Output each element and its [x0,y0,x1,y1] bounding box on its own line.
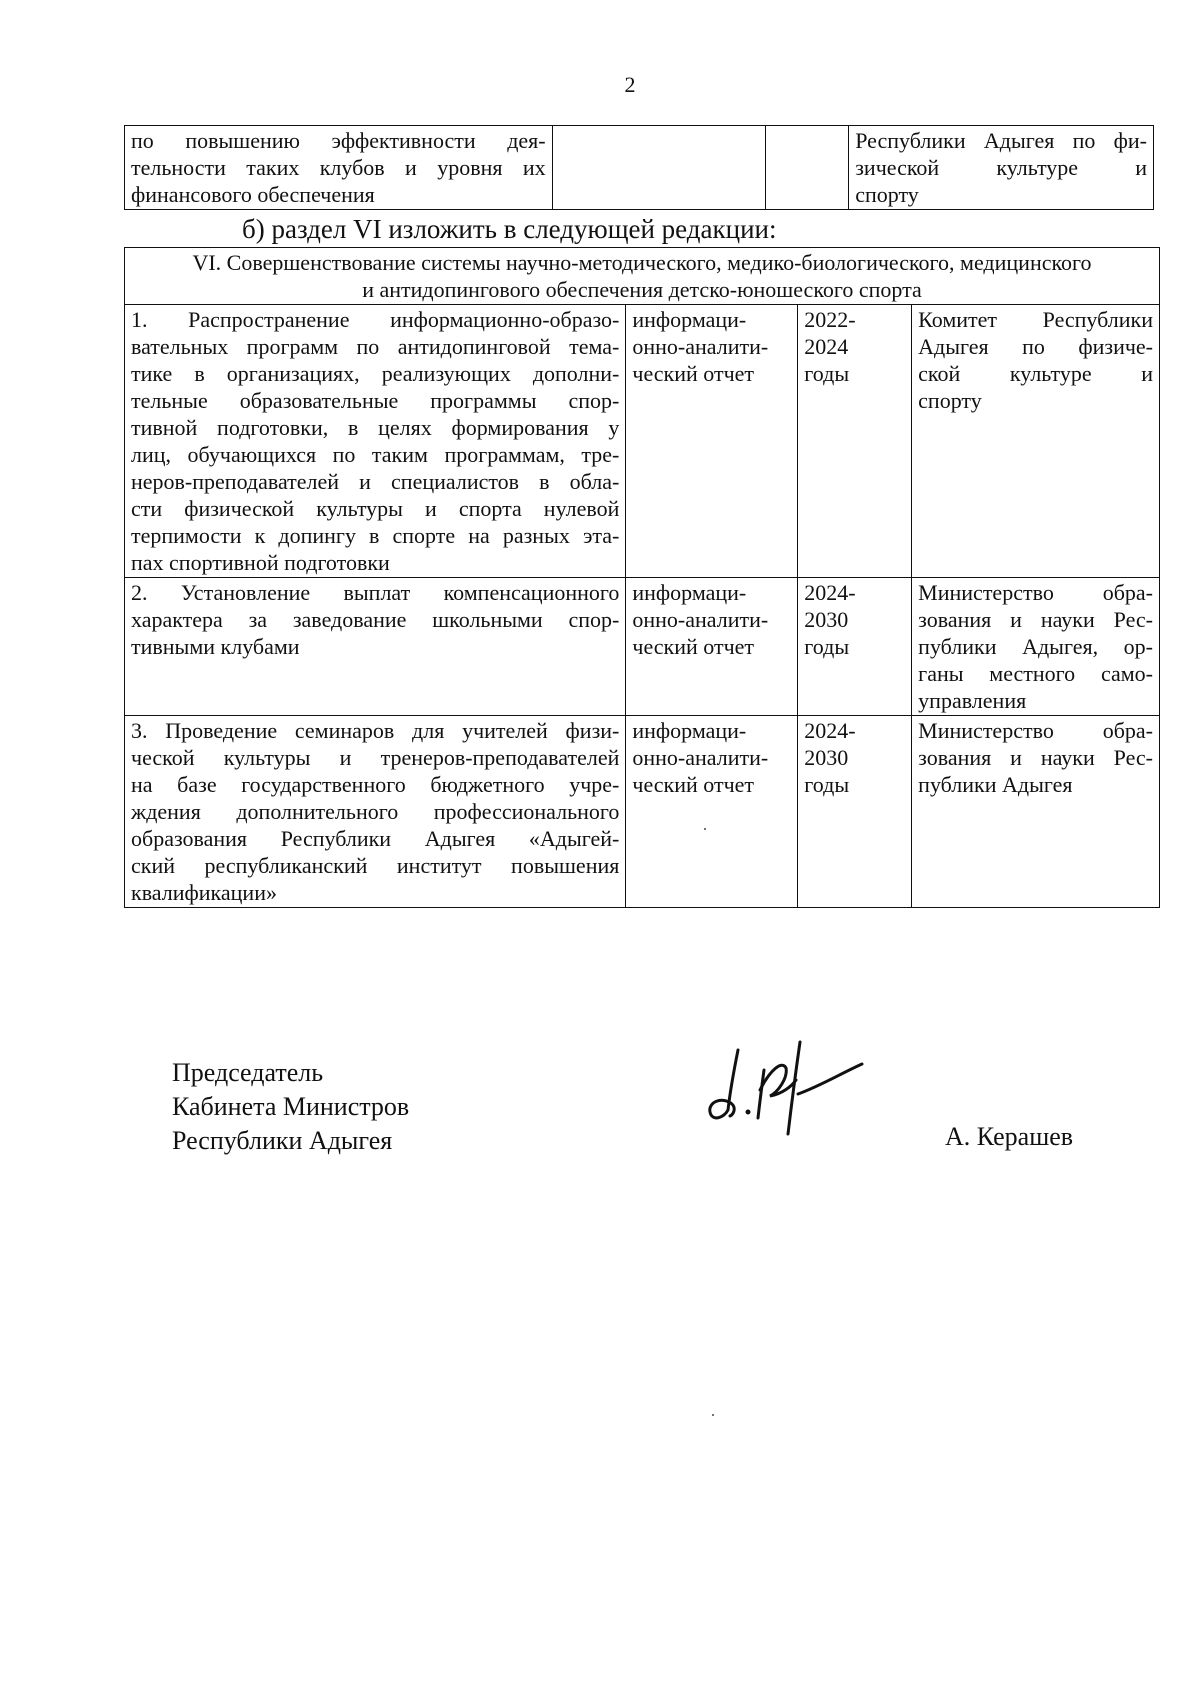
period-cell [798,578,912,716]
continued-table [124,125,1154,210]
text-line: публики Адыгея, ор- [918,634,1153,659]
executor-cell [912,716,1160,908]
text-line: Республики Адыгея по фи- [855,128,1147,153]
text-line: Министерство обра- [918,718,1153,743]
text-line: информаци- [632,718,747,743]
result-cell [626,578,798,716]
text-line: 3. Проведение семинаров для учителей физи- [131,718,620,743]
executor-cell [912,305,1160,578]
text-line: тивными клубами [131,634,300,659]
text-line: ческий отчет [632,634,755,659]
text-line: информаци- [632,307,747,332]
text-line: ской культуре и [918,361,1153,386]
measure-cell [125,126,553,210]
executor-cell [849,126,1154,210]
text-line: ческий отчет [632,772,755,797]
text-line: 2024 [804,334,849,359]
handwritten-signature [700,1030,880,1140]
text-line: онно-аналити- [632,607,769,632]
scan-speck [704,828,706,830]
text-line: лиц, обучающихся по таким программам, тре- [131,442,620,467]
text-line: онно-аналити- [632,745,769,770]
table-row [125,305,1160,578]
text-line: VI. Совершенствование системы научно-методического, медико-биологического, медицинского [192,250,1092,275]
text-line: тике в организациях, реализующих дополни- [131,361,620,386]
text-line: 2024- [804,580,856,605]
result-cell [626,716,798,908]
text-line: ский республиканский институт повышения [131,853,620,878]
period-cell [766,126,849,210]
text-line: Адыгея по физиче- [918,334,1153,359]
page-number: 2 [624,72,636,97]
text-line: годы [804,634,850,659]
text-line: годы [804,772,850,797]
text-line: характера за заведование школьными спор- [131,607,620,632]
table-row [125,126,1154,210]
text-line: по повышению эффективности дея- [131,128,546,153]
text-line: финансового обеспечения [131,182,375,207]
period-cell [798,305,912,578]
text-line: Республики Адыгея [172,1126,393,1155]
text-line: тельности таких клубов и уровня их [131,155,546,180]
result-cell [626,305,798,578]
text-line: спорту [918,388,982,413]
text-line: 2024- [804,718,856,743]
text-line: и антидопингового обеспечения детско-юношеского спорта [362,277,922,302]
text-line: неров-преподавателей и специалистов в обла- [131,469,620,494]
text-line: Министерство обра- [918,580,1153,605]
signatory-position [172,1056,409,1158]
text-line: ческой культуры и тренеров-преподавателей [131,745,620,770]
text-line: ганы местного само- [918,661,1153,686]
text-line: тивной подготовки, в целях формирования у [131,415,620,440]
text-line: зования и науки Рес- [918,745,1153,770]
measure-cell [125,716,626,908]
text-line: 2030 [804,745,849,770]
section-vi-table [124,247,1160,908]
text-line: зования и науки Рес- [918,607,1153,632]
text-line: Комитет Республики [918,307,1153,332]
text-line: тельные образовательные программы спор- [131,388,620,413]
text-line: 2. Установление выплат компенсационного [131,580,620,605]
executor-cell [912,578,1160,716]
text-line: терпимости к допингу в спорте на разных эта- [131,523,620,548]
scan-speck [712,1414,714,1416]
measure-cell [125,578,626,716]
text-line: Кабинета Министров [172,1092,410,1121]
text-line: 1. Распространение информационно-образо- [131,307,620,332]
section-title [125,248,1160,305]
text-line: спорту [855,182,919,207]
section-caption: б) раздел VI изложить в следующей редакции: [242,214,777,244]
text-line: годы [804,361,850,386]
text-line: управления [918,688,1027,713]
text-line: квалификации» [131,880,277,905]
result-cell [552,126,766,210]
text-line: онно-аналити- [632,334,769,359]
text-line: вательных программ по антидопинговой тема- [131,334,620,359]
text-line: сти физической культуры и спорта нулевой [131,496,620,521]
text-line: 2022- [804,307,856,332]
text-line: Председатель [172,1058,324,1087]
text-line: образования Республики Адыгея «Адыгей- [131,826,620,851]
text-line: ческий отчет [632,361,755,386]
text-line: ждения дополнительного профессионального [131,799,620,824]
text-line: зической культуре и [855,155,1147,180]
section-title-row [125,248,1160,305]
text-line: на базе государственного бюджетного учре- [131,772,620,797]
measure-cell [125,305,626,578]
table-row [125,578,1160,716]
period-cell [798,716,912,908]
text-line: 2030 [804,607,849,632]
text-line: пах спортивной подготовки [131,550,390,575]
text-line: информаци- [632,580,747,605]
text-line: публики Адыгея [918,772,1073,797]
signatory-name: А. Керашев [945,1122,1074,1151]
table-row [125,716,1160,908]
